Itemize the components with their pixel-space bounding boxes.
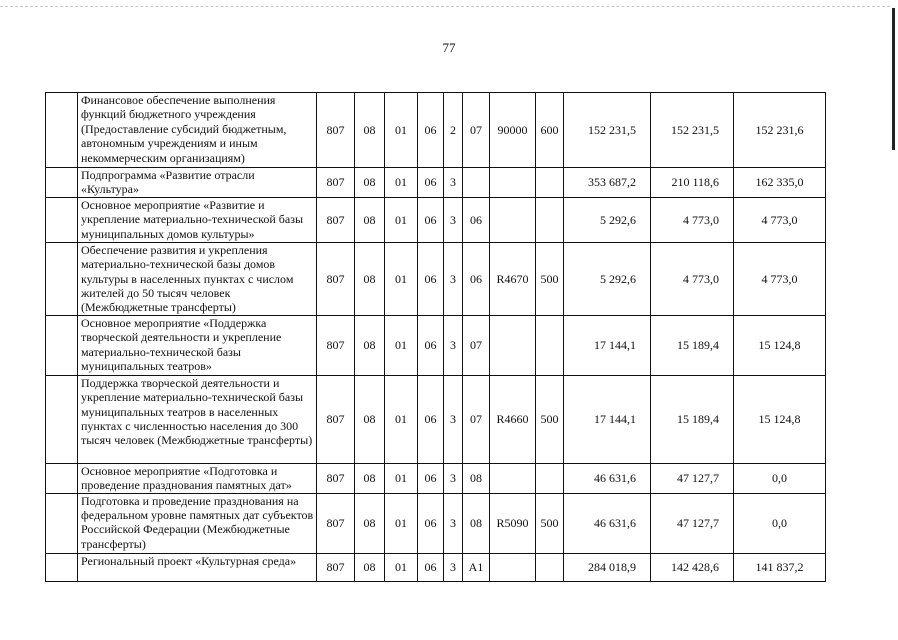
subsection-cell: 01: [385, 168, 418, 198]
row-number-cell: [46, 93, 78, 168]
target-code-4-cell: 90000: [490, 93, 536, 168]
row-number-cell: [46, 315, 78, 375]
amount-year-1-cell: 353 687,2: [564, 168, 651, 198]
target-code-4-cell: [490, 463, 536, 493]
target-code-2-cell: 3: [444, 168, 463, 198]
amount-year-3-cell: 0,0: [734, 463, 826, 493]
table-row: [46, 463, 826, 493]
row-number-cell: [46, 463, 78, 493]
expense-type-cell: [536, 197, 564, 242]
target-code-4-cell: [490, 315, 536, 375]
target-code-3-cell: 06: [463, 242, 490, 315]
subsection-cell: 01: [385, 315, 418, 375]
section-cell: 08: [355, 242, 385, 315]
amount-year-1-cell: 46 631,6: [564, 463, 651, 493]
target-code-2-cell: 3: [444, 315, 463, 375]
amount-year-1-cell: 5 292,6: [564, 197, 651, 242]
subsection-cell: 01: [385, 493, 418, 553]
target-code-2-cell: 3: [444, 553, 463, 581]
amount-year-3-cell: 15 124,8: [734, 315, 826, 375]
amount-year-2-cell: 142 428,6: [651, 553, 734, 581]
item-name-cell: Основное мероприятие «Подготовка и проведение празднования памятных дат»: [78, 463, 317, 493]
table-row: [46, 375, 826, 463]
subsection-cell: 01: [385, 197, 418, 242]
amount-year-2-cell: 15 189,4: [651, 375, 734, 463]
scan-right-edge: [892, 8, 895, 150]
section-cell: 08: [355, 493, 385, 553]
target-code-1-cell: 06: [418, 168, 444, 198]
item-name-cell: Основное мероприятие «Развитие и укрепление материально-технической базы муниципальных домов культуры»: [78, 197, 317, 242]
expense-type-cell: [536, 315, 564, 375]
expense-type-cell: 500: [536, 375, 564, 463]
section-cell: 08: [355, 375, 385, 463]
row-number-cell: [46, 493, 78, 553]
subsection-cell: 01: [385, 242, 418, 315]
table-row: [46, 242, 826, 315]
target-code-4-cell: [490, 197, 536, 242]
target-code-3-cell: 07: [463, 375, 490, 463]
page-number: 77: [442, 40, 456, 55]
expense-type-cell: [536, 463, 564, 493]
target-code-4-cell: R5090: [490, 493, 536, 553]
item-name-cell: Региональный проект «Культурная среда»: [78, 553, 317, 581]
target-code-2-cell: 3: [444, 375, 463, 463]
target-code-1-cell: 06: [418, 315, 444, 375]
grbs-cell: 807: [317, 463, 355, 493]
target-code-3-cell: 07: [463, 315, 490, 375]
amount-year-2-cell: 47 127,7: [651, 493, 734, 553]
target-code-2-cell: 3: [444, 242, 463, 315]
section-cell: 08: [355, 93, 385, 168]
target-code-3-cell: 08: [463, 493, 490, 553]
amount-year-2-cell: 4 773,0: [651, 197, 734, 242]
target-code-2-cell: 3: [444, 463, 463, 493]
target-code-2-cell: 3: [444, 197, 463, 242]
amount-year-2-cell: 152 231,5: [651, 93, 734, 168]
target-code-3-cell: [463, 168, 490, 198]
section-cell: 08: [355, 553, 385, 581]
target-code-1-cell: 06: [418, 553, 444, 581]
amount-year-3-cell: 15 124,8: [734, 375, 826, 463]
amount-year-1-cell: 17 144,1: [564, 375, 651, 463]
row-number-cell: [46, 553, 78, 581]
item-name-cell: Подпрограмма «Развитие отрасли «Культура»: [78, 168, 317, 198]
amount-year-2-cell: 47 127,7: [651, 463, 734, 493]
row-number-cell: [46, 242, 78, 315]
target-code-1-cell: 06: [418, 463, 444, 493]
target-code-3-cell: 07: [463, 93, 490, 168]
table-row: [46, 93, 826, 168]
subsection-cell: 01: [385, 93, 418, 168]
target-code-3-cell: 08: [463, 463, 490, 493]
item-name-cell: Финансовое обеспечение выполнения функций бюджетного учреждения (Предоставление субсидий бюджетным, автономным учреждениям и иным некоммерческим организациям): [78, 93, 317, 168]
item-name-cell: Подготовка и проведение празднования на федеральном уровне памятных дат субъектов Российской Федерации (Межбюджетные трансферты): [78, 493, 317, 553]
amount-year-1-cell: 46 631,6: [564, 493, 651, 553]
table-body: [46, 93, 826, 582]
expense-type-cell: [536, 553, 564, 581]
amount-year-3-cell: 4 773,0: [734, 197, 826, 242]
amount-year-1-cell: 284 018,9: [564, 553, 651, 581]
item-name-cell: Обеспечение развития и укрепления материально-технической базы домов культуры в населенных пунктах с числом жителей до 50 тысяч человек (Межбюджетные трансферты): [78, 242, 317, 315]
target-code-2-cell: 2: [444, 93, 463, 168]
section-cell: 08: [355, 197, 385, 242]
amount-year-2-cell: 15 189,4: [651, 315, 734, 375]
amount-year-3-cell: 0,0: [734, 493, 826, 553]
row-number-cell: [46, 197, 78, 242]
target-code-4-cell: R4670: [490, 242, 536, 315]
amount-year-3-cell: 4 773,0: [734, 242, 826, 315]
target-code-1-cell: 06: [418, 197, 444, 242]
amount-year-2-cell: 210 118,6: [651, 168, 734, 198]
grbs-cell: 807: [317, 93, 355, 168]
section-cell: 08: [355, 168, 385, 198]
table-row: [46, 168, 826, 198]
grbs-cell: 807: [317, 493, 355, 553]
row-number-cell: [46, 168, 78, 198]
amount-year-1-cell: 5 292,6: [564, 242, 651, 315]
amount-year-3-cell: 152 231,6: [734, 93, 826, 168]
target-code-4-cell: R4660: [490, 375, 536, 463]
expense-type-cell: 500: [536, 493, 564, 553]
target-code-1-cell: 06: [418, 93, 444, 168]
target-code-2-cell: 3: [444, 493, 463, 553]
target-code-4-cell: [490, 168, 536, 198]
table-row: [46, 553, 826, 581]
expense-type-cell: 500: [536, 242, 564, 315]
table-row: [46, 493, 826, 553]
amount-year-2-cell: 4 773,0: [651, 242, 734, 315]
grbs-cell: 807: [317, 168, 355, 198]
target-code-4-cell: [490, 553, 536, 581]
target-code-3-cell: 06: [463, 197, 490, 242]
target-code-1-cell: 06: [418, 242, 444, 315]
table-row: [46, 315, 826, 375]
table-row: [46, 197, 826, 242]
amount-year-1-cell: 152 231,5: [564, 93, 651, 168]
subsection-cell: 01: [385, 553, 418, 581]
grbs-cell: 807: [317, 197, 355, 242]
subsection-cell: 01: [385, 375, 418, 463]
scan-top-edge: [0, 6, 890, 7]
grbs-cell: 807: [317, 375, 355, 463]
grbs-cell: 807: [317, 315, 355, 375]
grbs-cell: 807: [317, 553, 355, 581]
item-name-cell: Основное мероприятие «Поддержка творческой деятельности и укрепление материально-технической базы муниципальных театров»: [78, 315, 317, 375]
target-code-1-cell: 06: [418, 493, 444, 553]
amount-year-3-cell: 162 335,0: [734, 168, 826, 198]
item-name-cell: Поддержка творческой деятельности и укрепление материально-технической базы муниципальных театров в населенных пунктах с численностью населения до 300 тысяч человек (Межбюджетные трансферты): [78, 375, 317, 463]
row-number-cell: [46, 375, 78, 463]
amount-year-1-cell: 17 144,1: [564, 315, 651, 375]
target-code-1-cell: 06: [418, 375, 444, 463]
target-code-3-cell: A1: [463, 553, 490, 581]
expense-type-cell: [536, 168, 564, 198]
expense-type-cell: 600: [536, 93, 564, 168]
amount-year-3-cell: 141 837,2: [734, 553, 826, 581]
section-cell: 08: [355, 463, 385, 493]
grbs-cell: 807: [317, 242, 355, 315]
subsection-cell: 01: [385, 463, 418, 493]
budget-table: [45, 92, 826, 582]
section-cell: 08: [355, 315, 385, 375]
